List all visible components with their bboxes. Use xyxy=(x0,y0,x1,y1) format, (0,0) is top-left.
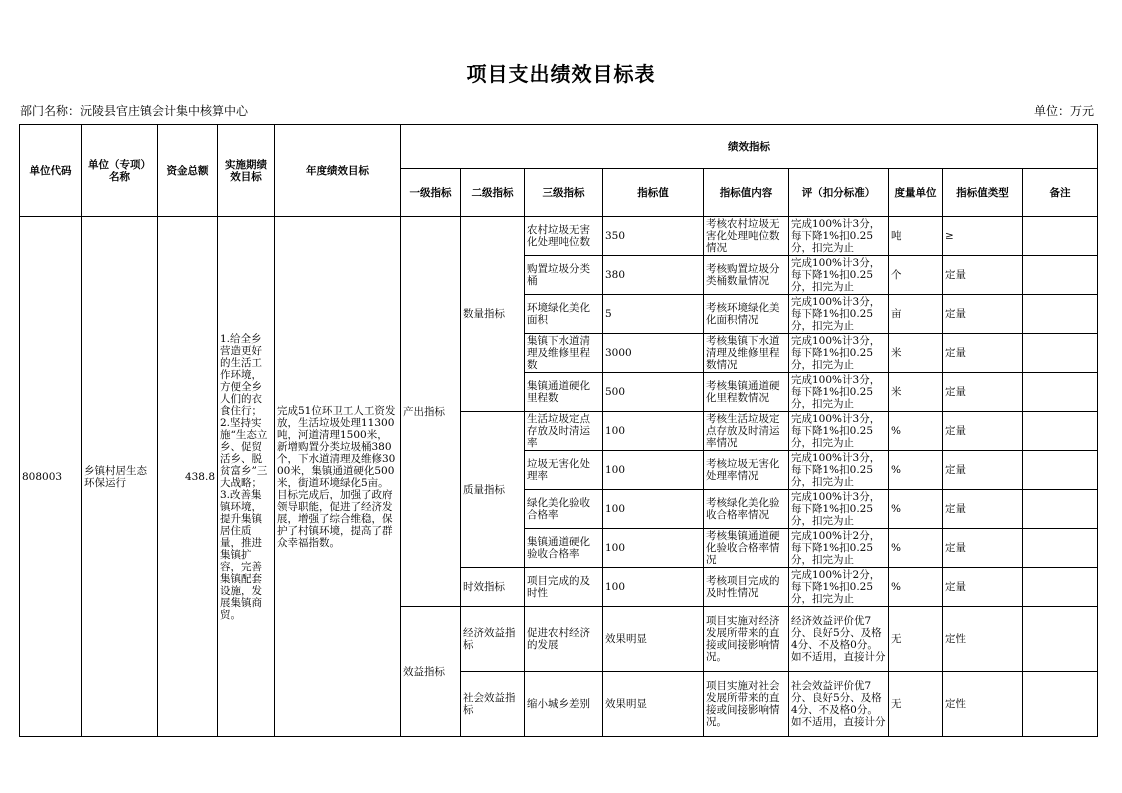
row-score xyxy=(789,529,889,568)
row-type: 定量 xyxy=(943,490,1023,529)
row-unit: 亩 xyxy=(889,295,943,334)
header-unit-code: 单位代码 xyxy=(20,125,82,217)
row-score xyxy=(789,217,889,256)
row-content-text: 考核集镇通道硬化里程数情况 xyxy=(706,380,780,404)
row-remark xyxy=(1023,607,1098,672)
row-level3: 集镇通道硬化里程数 xyxy=(525,373,603,412)
row-score xyxy=(789,672,889,737)
row-unit: % xyxy=(889,412,943,451)
row-remark xyxy=(1023,256,1098,295)
row-value: 效果明显 xyxy=(603,607,704,672)
row-content-text: 考核绿化美化验收合格率情况 xyxy=(706,497,780,521)
level2-quality: 质量指标 xyxy=(461,412,525,568)
row-level3: 项目完成的及时性 xyxy=(525,568,603,607)
row-value: 350 xyxy=(603,217,704,256)
row-score-text: 完成100%计2分，每下降1%扣0.25分，扣完为止 xyxy=(791,569,881,605)
row-value: 380 xyxy=(603,256,704,295)
level2-social: 社会效益指标 xyxy=(461,672,525,737)
row-type: 定性 xyxy=(943,607,1023,672)
header-level3: 三级指标 xyxy=(525,169,603,217)
row-score xyxy=(789,412,889,451)
row-score-text: 完成100%计3分，每下降1%扣0.25分，扣完为止 xyxy=(791,413,881,449)
row-content xyxy=(704,256,789,295)
row-content-text: 考核垃圾无害化处理率情况 xyxy=(706,458,780,482)
row-level3: 绿化美化验收合格率 xyxy=(525,490,603,529)
header-annual-goal: 年度绩效目标 xyxy=(275,125,401,217)
row-type: 定量 xyxy=(943,256,1023,295)
row-level3: 生活垃圾定点存放及时清运率 xyxy=(525,412,603,451)
row-score-text: 完成100%计3分，每下降1%扣0.25分，扣完为止 xyxy=(791,257,881,293)
row-score xyxy=(789,295,889,334)
row-type: 定量 xyxy=(943,412,1023,451)
project-code: 808003 xyxy=(20,217,82,737)
row-score-text: 完成100%计3分，每下降1%扣0.25分，扣完为止 xyxy=(791,218,881,254)
row-value: 5 xyxy=(603,295,704,334)
row-remark xyxy=(1023,334,1098,373)
level1-benefit: 效益指标 xyxy=(401,607,461,737)
row-score xyxy=(789,451,889,490)
row-content-text: 考核购置垃圾分类桶数量情况 xyxy=(706,263,780,287)
row-unit: % xyxy=(889,529,943,568)
level2-quantity: 数量指标 xyxy=(461,217,525,412)
row-score-text: 完成100%计2分，每下降1%扣0.25分，扣完为止 xyxy=(791,530,881,566)
row-value: 500 xyxy=(603,373,704,412)
level2-economic: 经济效益指标 xyxy=(461,607,525,672)
row-level3: 集镇通道硬化验收合格率 xyxy=(525,529,603,568)
row-content-text: 考核环境绿化美化面积情况 xyxy=(706,302,780,326)
row-score xyxy=(789,490,889,529)
row-level3: 垃圾无害化处理率 xyxy=(525,451,603,490)
row-unit: % xyxy=(889,451,943,490)
row-content-text: 项目实施对社会发展所带来的直接或间接影响情况。 xyxy=(706,680,780,728)
row-level3: 缩小城乡差别 xyxy=(525,672,603,737)
row-unit: 米 xyxy=(889,334,943,373)
project-period-goal: 1.给全乡营造更好的生活工作环境，方便全乡人们的衣食住行；2.坚持实施“生态立乡、促贸活乡、脱贫富乡”三大战略；3.改善集镇环境，提升集镇居住质量，推进集镇扩容，完善集镇配套设施，发展集镇商贸。 xyxy=(218,217,275,737)
row-unit: 个 xyxy=(889,256,943,295)
row-level3: 促进农村经济的发展 xyxy=(525,607,603,672)
row-score-text: 完成100%计3分，每下降1%扣0.25分，扣完为止 xyxy=(791,374,881,410)
row-remark xyxy=(1023,672,1098,737)
row-level3: 购置垃圾分类桶 xyxy=(525,256,603,295)
row-content-text: 考核项目完成的及时性情况 xyxy=(706,575,780,599)
header-performance: 绩效指标 xyxy=(401,125,1098,169)
row-remark xyxy=(1023,529,1098,568)
performance-table xyxy=(19,124,1098,737)
row-content-text: 项目实施对经济发展所带来的直接或间接影响情况。 xyxy=(706,615,780,663)
row-value: 100 xyxy=(603,529,704,568)
row-content xyxy=(704,672,789,737)
row-type: 定量 xyxy=(943,451,1023,490)
row-score-text: 社会效益评价优7分、良好5分、及格4分、不及格0分。如不适用，直接计分 xyxy=(791,680,886,728)
row-type: 定量 xyxy=(943,373,1023,412)
header-scoring: 评（扣分标准） xyxy=(789,169,889,217)
row-type: ≥ xyxy=(943,217,1023,256)
level1-output: 产出指标 xyxy=(401,217,461,607)
row-remark xyxy=(1023,568,1098,607)
department-label: 部门名称：沅陵县官庄镇会计集中核算中心 xyxy=(20,104,249,118)
row-content-text: 考核生活垃圾定点存放及时清运率情况 xyxy=(706,413,780,449)
header-total-funds: 资金总额 xyxy=(158,125,218,217)
header-unit-name: 单位（专项）名称 xyxy=(82,125,158,217)
row-value: 100 xyxy=(603,568,704,607)
row-score xyxy=(789,373,889,412)
row-score-text: 完成100%计3分，每下降1%扣0.25分，扣完为止 xyxy=(791,335,881,371)
row-remark xyxy=(1023,412,1098,451)
row-type: 定量 xyxy=(943,529,1023,568)
row-value: 3000 xyxy=(603,334,704,373)
project-name: 乡镇村居生态环保运行 xyxy=(82,217,158,737)
row-unit: % xyxy=(889,568,943,607)
header-level2: 二级指标 xyxy=(461,169,525,217)
row-content-text: 考核集镇下水道清理及维修里程数情况 xyxy=(706,335,780,371)
row-unit: 米 xyxy=(889,373,943,412)
header-value-content: 指标值内容 xyxy=(704,169,789,217)
row-value: 100 xyxy=(603,451,704,490)
header-value-type: 指标值类型 xyxy=(943,169,1023,217)
row-content xyxy=(704,607,789,672)
level2-timeliness: 时效指标 xyxy=(461,568,525,607)
row-content-text: 考核农村垃圾无害化处理吨位数情况 xyxy=(706,218,780,254)
project-annual-goal: 完成51位环卫工人工资发放，生活垃圾处理11300吨，河道清理1500米，新增购置分类垃圾桶380个，下水道清理及维修3000米，集镇通道硬化500米，街道环境绿化5亩。目标完成后，加强了政府领导职能，促进了经济发展，增强了综合维稳，保护了村镇环境，提高了群众幸福指数。 xyxy=(275,217,401,737)
row-level3: 环境绿化美化面积 xyxy=(525,295,603,334)
row-content xyxy=(704,451,789,490)
row-level3: 集镇下水道清理及维修里程数 xyxy=(525,334,603,373)
row-type: 定量 xyxy=(943,334,1023,373)
row-content xyxy=(704,334,789,373)
row-type: 定量 xyxy=(943,568,1023,607)
row-score-text: 完成100%计3分，每下降1%扣0.25分，扣完为止 xyxy=(791,491,881,527)
project-funds: 438.8 xyxy=(158,217,218,737)
row-value: 效果明显 xyxy=(603,672,704,737)
row-score xyxy=(789,334,889,373)
row-content xyxy=(704,412,789,451)
row-level3: 农村垃圾无害化处理吨位数 xyxy=(525,217,603,256)
row-score-text: 经济效益评价优7分、良好5分、及格4分、不及格0分。如不适用，直接计分 xyxy=(791,615,886,663)
header-value: 指标值 xyxy=(603,169,704,217)
row-content xyxy=(704,373,789,412)
unit-label: 单位：万元 xyxy=(1033,104,1094,118)
row-content xyxy=(704,217,789,256)
row-content xyxy=(704,490,789,529)
row-type: 定性 xyxy=(943,672,1023,737)
row-score-text: 完成100%计3分，每下降1%扣0.25分，扣完为止 xyxy=(791,452,881,488)
row-score xyxy=(789,256,889,295)
row-value: 100 xyxy=(603,490,704,529)
header-measure-unit: 度量单位 xyxy=(889,169,943,217)
row-content xyxy=(704,568,789,607)
row-value: 100 xyxy=(603,412,704,451)
page-title: 项目支出绩效目标表 xyxy=(466,62,656,86)
row-content-text: 考核集镇通道硬化验收合格率情况 xyxy=(706,530,780,566)
row-content xyxy=(704,295,789,334)
row-remark xyxy=(1023,373,1098,412)
row-unit: 吨 xyxy=(889,217,943,256)
row-remark xyxy=(1023,295,1098,334)
header-period-goal: 实施期绩效目标 xyxy=(218,125,275,217)
row-unit: % xyxy=(889,490,943,529)
row-remark xyxy=(1023,217,1098,256)
row-score-text: 完成100%计3分，每下降1%扣0.25分，扣完为止 xyxy=(791,296,881,332)
row-score xyxy=(789,568,889,607)
row-unit: 无 xyxy=(889,607,943,672)
row-remark xyxy=(1023,490,1098,529)
row-score xyxy=(789,607,889,672)
header-remark: 备注 xyxy=(1023,169,1098,217)
row-unit: 无 xyxy=(889,672,943,737)
row-content xyxy=(704,529,789,568)
row-type: 定量 xyxy=(943,295,1023,334)
header-level1: 一级指标 xyxy=(401,169,461,217)
row-remark xyxy=(1023,451,1098,490)
